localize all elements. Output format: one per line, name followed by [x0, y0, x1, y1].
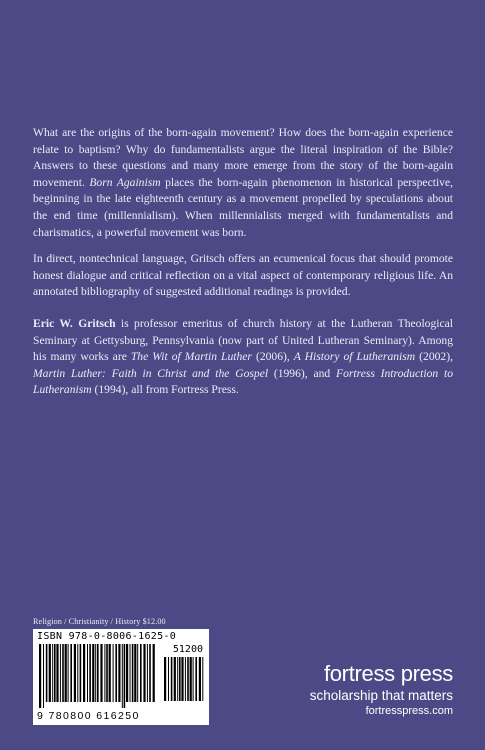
barcode-bar: [164, 657, 166, 701]
barcode-bar: [104, 644, 105, 702]
barcode-bar: [74, 644, 76, 702]
isbn-label: ISBN 978-0-8006-1625-0: [37, 631, 177, 642]
barcode-bar: [199, 657, 201, 701]
barcode-bar: [190, 657, 192, 701]
book-title: Born Againism: [89, 175, 161, 189]
barcode-bar: [97, 644, 99, 702]
barcode-bar: [177, 657, 178, 701]
barcode-bar: [80, 644, 82, 702]
barcode-bar: [122, 644, 123, 708]
barcode-bar: [134, 644, 136, 702]
barcode-bar: [185, 657, 186, 701]
barcode-bar: [52, 644, 53, 702]
author-bio: Eric W. Gritsch is professor emeritus of church history at the Lutheran Theological Seminary at Gettysburg, Pennsylvania (now part of United Lutheran Seminary). Among his many works are The Wit of Martin Luther (2006), A History of Lutheranism (2002), Martin Luther: Faith in Christ and the Gospel (1996), and Fortress Introduction to Lutheranism (1994), all from Fortress Press.: [33, 316, 453, 397]
publisher-name: fortress press: [323, 661, 453, 686]
barcode-bar: [130, 644, 131, 702]
barcode-bar: [43, 644, 44, 708]
barcode-bar: [187, 657, 189, 701]
barcode-bar: [65, 644, 67, 702]
barcode-bar: [149, 644, 151, 702]
barcode-bar: [83, 644, 85, 702]
barcode-bar: [137, 644, 138, 702]
barcode-bar: [87, 644, 88, 702]
barcode-bar: [49, 644, 51, 702]
barcode-bar: [68, 644, 69, 702]
barcode-bar: [124, 644, 126, 708]
barcode-bar: [56, 644, 58, 702]
publisher-tagline: scholarship that matters: [309, 688, 453, 703]
author-book-3: Martin Luther: Faith in Christ and the Gospel: [33, 366, 269, 380]
barcode-bar: [202, 657, 203, 701]
description-paragraph-2: In direct, nontechnical language, Gritsch offers an ecumenical focus that should promote honest dialogue and critical reflection on a vital aspect of contemporary religious life. An annotated bibliography of suggested additional readings is provided.: [33, 252, 453, 299]
barcode-bar: [70, 644, 72, 702]
barcode-bar: [193, 657, 194, 701]
barcode-bar: [179, 657, 181, 701]
barcode-bar: [140, 644, 142, 702]
barcode-bar: [132, 644, 134, 702]
barcode-bar: [77, 644, 78, 702]
back-cover-blurb: [33, 125, 453, 409]
description-paragraph-1: What are the origins of the born-again movement? How does the born-again experience relate to baptism? Why do fundamentalists argue the literal inspiration of the Bible? Answers to these questions and many more emerge from the story of the born-again movement. Born Againism places the born-again phenomenon in historical perspective, beginning in the late eighteenth century as a movement propelled by speculations about the end time (millennialism). When millennialists merged with fundamentalists and charismatics, a powerful movement was born.: [33, 126, 454, 239]
author-book-4: Fortress Introduction to Lutheranism: [33, 366, 453, 397]
barcode-bar: [195, 657, 197, 701]
barcode-bar: [174, 657, 176, 701]
barcode-bar: [113, 644, 114, 702]
category-price: Religion / Christianity / History $12.00: [33, 617, 166, 626]
publisher-block: [310, 662, 453, 719]
author-book-2: A History of Lutheranism: [293, 350, 416, 364]
author-book-1: The Wit of Martin Luther: [130, 350, 252, 364]
barcode-bar: [153, 644, 155, 702]
barcode-bar: [39, 644, 41, 708]
barcode-bar: [171, 657, 173, 701]
barcode-bar: [106, 644, 108, 702]
barcode-bar: [54, 644, 56, 702]
barcode-bar: [62, 644, 64, 702]
barcode-addon-bars: [164, 657, 206, 707]
barcode-bar: [60, 644, 61, 702]
barcode-bar: [147, 644, 148, 702]
barcode-bar: [126, 644, 128, 702]
publisher-url[interactable]: fortresspress.com: [365, 705, 453, 717]
price-code: 51200: [172, 644, 203, 655]
barcode-bar: [89, 644, 91, 702]
isbn-barcode: [33, 629, 209, 725]
barcode-bar: [181, 657, 183, 701]
barcode-bar: [95, 644, 96, 702]
barcode-bar: [109, 644, 111, 702]
barcode-bar: [92, 644, 94, 702]
barcode-bar: [143, 644, 145, 702]
barcode-bar: [168, 657, 169, 701]
barcode-bar: [46, 644, 48, 702]
ean-digits: 9 780800 616250: [37, 710, 140, 722]
barcode-bar: [100, 644, 102, 702]
barcode-bar: [115, 644, 117, 702]
author-name: Eric W. Gritsch: [33, 316, 116, 330]
barcode-bar: [118, 644, 120, 702]
barcode-bars: [39, 644, 157, 708]
